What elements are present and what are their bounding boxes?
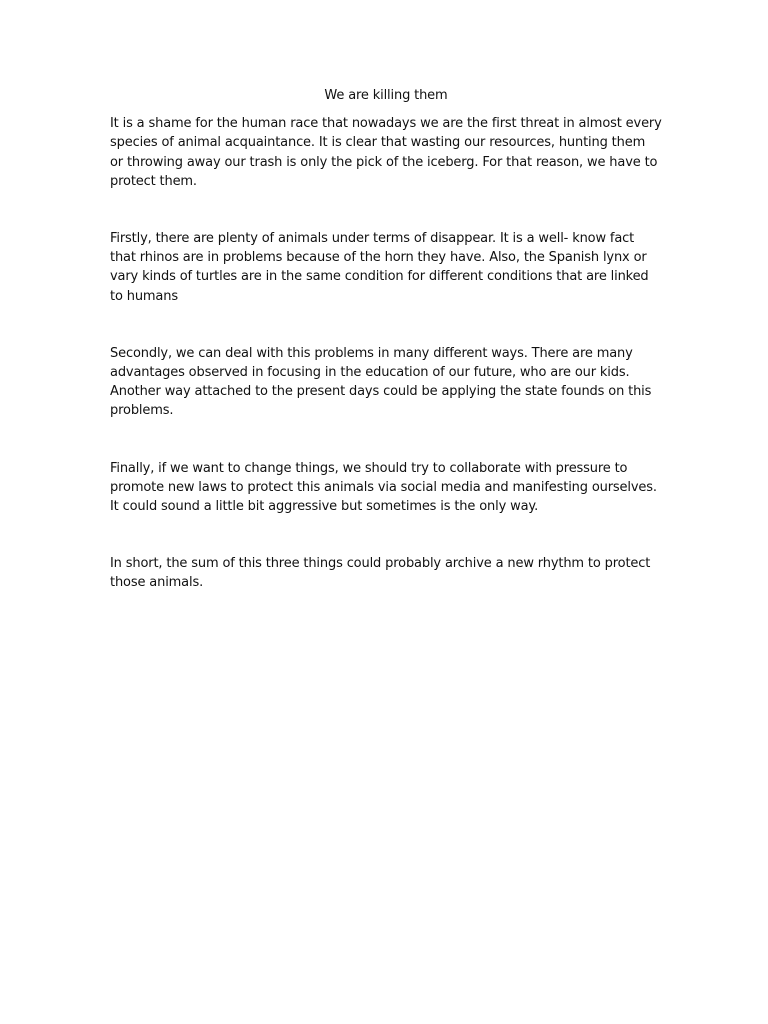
- paragraph-firstly: Firstly, there are plenty of animals under terms of disappear. It is a well- know fact that rhinos are in problems because of the horn they have. Also, the Spanish lynx or vary kinds of turtles are in the same condition for different conditions that are linked to humans: [110, 231, 649, 304]
- paragraph-finally: Finally, if we want to change things, we should try to collaborate with pressure to promote new laws to protect this animals via social media and manifesting ourselves. It could sound a little bit aggressive but sometimes is the only way.: [110, 460, 657, 515]
- paragraph-intro: It is a shame for the human race that nowadays we are the first threat in almost every species of animal acquaintance. It is clear that wasting our resources, hunting them or throwing away our trash is only the pick of the iceberg. For that reason, we have to protect them.: [110, 116, 662, 189]
- paragraph-conclusion: In short, the sum of this three things could probably archive a new rhythm to protect those animals.: [110, 556, 651, 591]
- paragraph-secondly: Secondly, we can deal with this problems in many different ways. There are many advantages observed in focusing in the education of our future, who are our kids. Another way attached to the present days could be applying the state founds on this problems.: [110, 345, 652, 419]
- document-title: We are killing them: [324, 88, 448, 103]
- document-body: [110, 86, 662, 593]
